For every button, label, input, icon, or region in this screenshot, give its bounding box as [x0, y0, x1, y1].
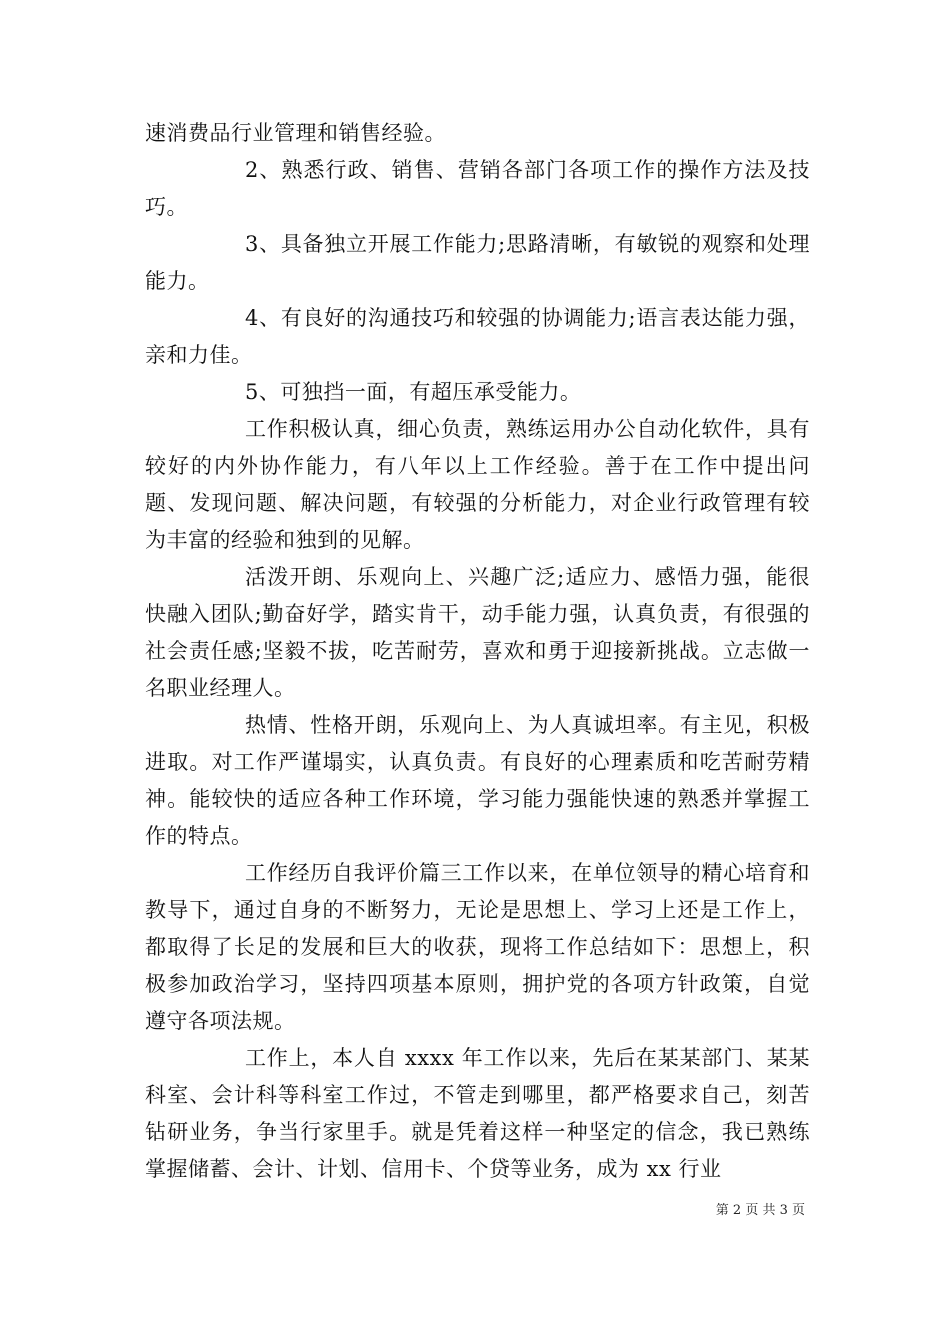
paragraph-10: 工作上，本人自 xxxx 年工作以来，先后在某某部门、某某科室、会计科等科室工作过，不管走到哪里，都严格要求自己，刻苦钻研业务，争当行家里手。就是凭着这样一种坚定的信念，我已熟练掌握储蓄、会计、计划、信用卡、个贷等业务，成为 xx 行业 — [145, 1046, 810, 1181]
paragraph-9: 工作经历自我评价篇三工作以来，在单位领导的精心培育和教导下，通过自身的不断努力，无论是思想上、学习上还是工作上，都取得了长足的发展和巨大的收获，现将工作总结如下：思想上，积极参加政治学习，坚持四项基本原则，拥护党的各项方针政策，自觉遵守各项法规。 — [145, 861, 810, 1033]
paragraph-7: 活泼开朗、乐观向上、兴趣广泛;适应力、感悟力强，能很快融入团队;勤奋好学，踏实肯干，动手能力强，认真负责，有很强的社会责任感;坚毅不拔，吃苦耐劳，喜欢和勇于迎接新挑战。立志做一名职业经理人。 — [145, 565, 810, 700]
page-number: 第 2 页 共 3 页 — [715, 1203, 805, 1218]
paragraph-8: 热情、性格开朗，乐观向上、为人真诚坦率。有主见，积极进取。对工作严谨塌实，认真负责。有良好的心理素质和吃苦耐劳精神。能较快的适应各种工作环境，学习能力强能快速的熟悉并掌握工作的特点。 — [145, 713, 810, 848]
paragraph-2: 2、熟悉行政、销售、营销各部门各项工作的操作方法及技巧。 — [145, 158, 810, 219]
document-body — [145, 115, 810, 1188]
paragraph-1: 速消费品行业管理和销售经验。 — [145, 121, 446, 145]
paragraph-4: 4、有良好的沟通技巧和较强的协调能力;语言表达能力强，亲和力佳。 — [145, 306, 810, 367]
paragraph-5: 5、可独挡一面，有超压承受能力。 — [245, 380, 582, 404]
paragraph-3: 3、具备独立开展工作能力;思路清晰，有敏锐的观察和处理能力。 — [145, 232, 810, 293]
paragraph-6: 工作积极认真，细心负责，熟练运用办公自动化软件，具有较好的内外协作能力，有八年以上工作经验。善于在工作中提出问题、发现问题、解决问题，有较强的分析能力，对企业行政管理有较为丰富的经验和独到的见解。 — [145, 417, 810, 552]
